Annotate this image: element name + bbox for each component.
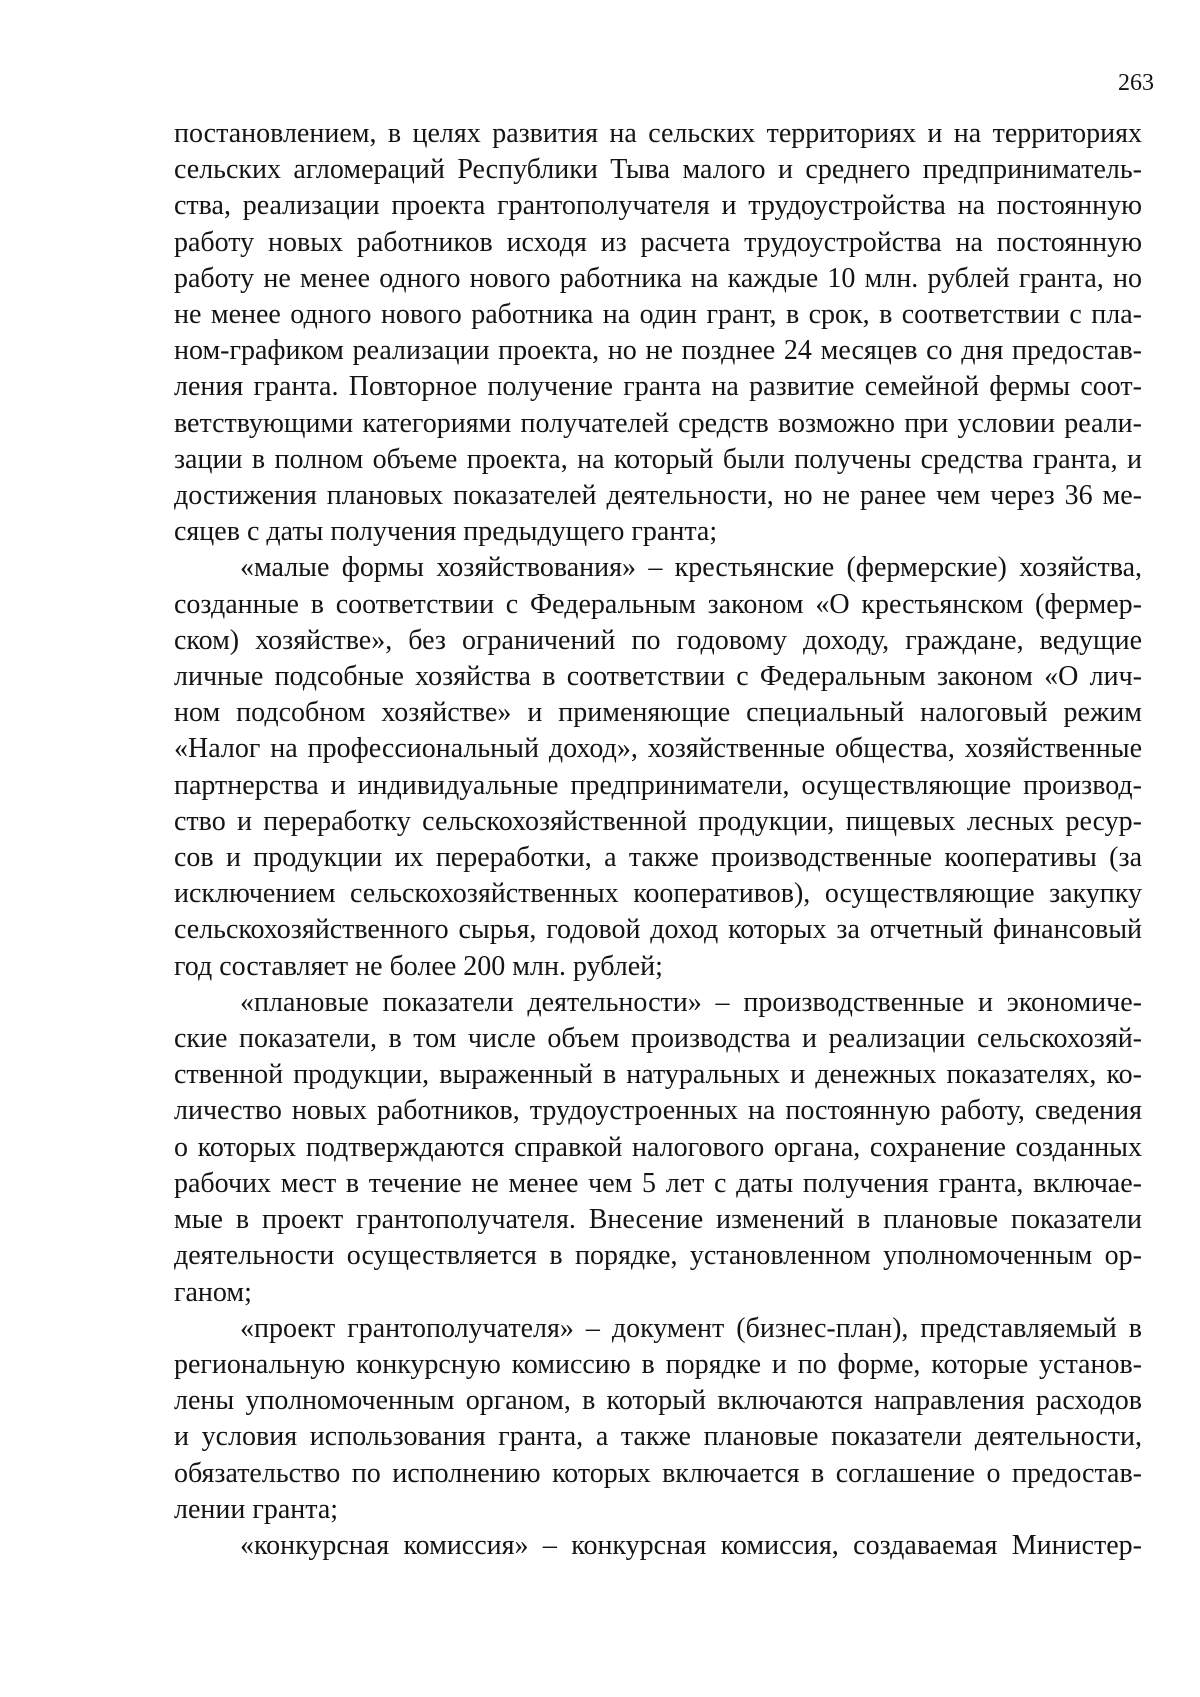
- text-line: «конкурсная комиссия» – конкурсная комиссия, создаваемая Министер-: [240, 1529, 1142, 1561]
- text-line: ления гранта. Повторное получение гранта на развитие семейной фермы соот-: [174, 371, 1142, 403]
- text-line: ном подсобном хозяйстве» и применяющие специальный налоговый режим: [174, 697, 1142, 729]
- text-line: ские показатели, в том числе объем производства и реализации сельскохозяй-: [174, 1023, 1142, 1055]
- text-line: год составляет не более 200 млн. рублей;: [174, 950, 663, 982]
- text-line: «плановые показатели деятельности» – производственные и экономиче-: [240, 986, 1142, 1018]
- page-number: 263: [1118, 70, 1154, 96]
- text-line: деятельности осуществляется в порядке, установленном уполномоченным ор-: [174, 1240, 1142, 1272]
- body-text: [174, 116, 1142, 1564]
- text-line: обязательство по исполнению которых включается в соглашение о предостав-: [174, 1457, 1142, 1489]
- text-line: сов и продукции их переработки, а также производственные кооперативы (за: [174, 842, 1142, 874]
- text-line: «Налог на профессиональный доход», хозяйственные общества, хозяйственные: [174, 733, 1142, 765]
- text-line: рабочих мест в течение не менее чем 5 лет с даты получения гранта, включае-: [174, 1167, 1142, 1199]
- text-line: региональную конкурсную комиссию в порядке и по форме, которые установ-: [174, 1348, 1142, 1380]
- paragraph: [174, 985, 1142, 1311]
- text-line: сельскохозяйственного сырья, годовой доход которых за отчетный финансовый: [174, 914, 1142, 946]
- text-line: достижения плановых показателей деятельности, но не ранее чем через 36 ме-: [174, 480, 1142, 512]
- paragraph: [174, 116, 1142, 550]
- text-line: зации в полном объеме проекта, на который были получены средства гранта, и: [174, 443, 1142, 475]
- text-line: о которых подтверждаются справкой налогового органа, сохранение созданных: [174, 1131, 1142, 1163]
- text-line: сяцев с даты получения предыдущего гранта;: [174, 516, 718, 548]
- text-line: сельских агломераций Республики Тыва малого и среднего предприниматель-: [174, 154, 1142, 186]
- text-line: и условия использования гранта, а также плановые показатели деятельности,: [174, 1421, 1142, 1453]
- text-line: «проект грантополучателя» – документ (бизнес-план), представляемый в: [240, 1312, 1142, 1344]
- text-line: «малые формы хозяйствования» – крестьянские (фермерские) хозяйства,: [240, 552, 1142, 584]
- text-line: ском) хозяйстве», без ограничений по годовому доходу, граждане, ведущие: [174, 624, 1142, 656]
- text-line: ства, реализации проекта грантополучателя и трудоустройства на постоянную: [174, 190, 1142, 222]
- text-line: лены уполномоченным органом, в который включаются направления расходов: [174, 1385, 1142, 1417]
- paragraph: [174, 1528, 1142, 1564]
- text-line: мые в проект грантополучателя. Внесение изменений в плановые показатели: [174, 1204, 1142, 1236]
- text-line: ство и переработку сельскохозяйственной продукции, пищевых лесных ресур-: [174, 805, 1142, 837]
- text-line: ветствующими категориями получателей средств возможно при условии реали-: [174, 407, 1142, 439]
- text-line: ганом;: [174, 1276, 252, 1308]
- paragraph: [174, 1311, 1142, 1528]
- text-line: личные подсобные хозяйства в соответствии с Федеральным законом «О лич-: [174, 661, 1142, 693]
- text-line: работу не менее одного нового работника на каждые 10 млн. рублей гранта, но: [174, 262, 1142, 294]
- text-line: личество новых работников, трудоустроенных на постоянную работу, сведения: [174, 1095, 1142, 1127]
- text-line: работу новых работников исходя из расчета трудоустройства на постоянную: [174, 226, 1142, 258]
- text-line: ственной продукции, выраженный в натуральных и денежных показателях, ко-: [174, 1059, 1142, 1091]
- text-line: постановлением, в целях развития на сельских территориях и на территориях: [174, 118, 1142, 149]
- text-line: ном-графиком реализации проекта, но не позднее 24 месяцев со дня предостав-: [174, 335, 1142, 367]
- paragraph: [174, 550, 1142, 984]
- text-line: партнерства и индивидуальные предприниматели, осуществляющие производ-: [174, 769, 1142, 801]
- text-line: лении гранта;: [174, 1493, 339, 1525]
- text-line: исключением сельскохозяйственных кооперативов), осуществляющие закупку: [174, 878, 1142, 910]
- text-line: не менее одного нового работника на один грант, в срок, в соответствии с пла-: [174, 299, 1142, 331]
- text-line: созданные в соответствии с Федеральным законом «О крестьянском (фермер-: [174, 588, 1142, 620]
